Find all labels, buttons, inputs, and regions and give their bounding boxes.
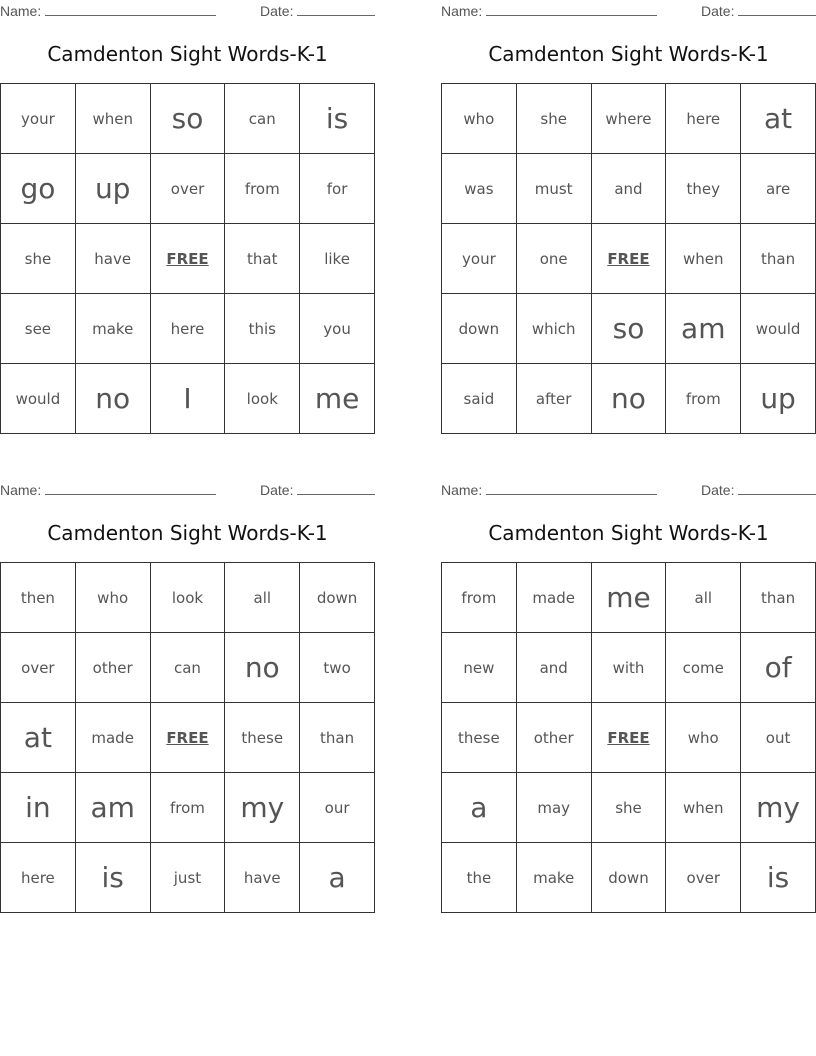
word-cell: up <box>741 364 816 434</box>
word-cell: up <box>75 154 150 224</box>
word-cell: look <box>150 563 225 633</box>
grid-row <box>1 703 375 773</box>
word-cell: may <box>516 773 591 843</box>
word-cell: look <box>225 364 300 434</box>
word-cell: here <box>666 84 741 154</box>
card-header <box>441 3 816 19</box>
word-cell: me <box>300 364 375 434</box>
name-line <box>45 5 216 16</box>
word-cell: go <box>1 154 76 224</box>
word-cell: a <box>442 773 517 843</box>
word-cell: make <box>516 843 591 913</box>
word-cell: who <box>75 563 150 633</box>
date-field: Date: <box>260 482 375 498</box>
grid-row <box>1 154 375 224</box>
grid-row <box>1 364 375 434</box>
word-cell: am <box>75 773 150 843</box>
word-cell: they <box>666 154 741 224</box>
word-cell: with <box>591 633 666 703</box>
word-cell: me <box>591 563 666 633</box>
date-line <box>297 484 375 495</box>
word-cell: come <box>666 633 741 703</box>
word-cell: can <box>225 84 300 154</box>
word-cell: my <box>225 773 300 843</box>
card-header <box>0 3 375 19</box>
grid-row <box>1 224 375 294</box>
word-cell: out <box>741 703 816 773</box>
word-cell: over <box>1 633 76 703</box>
word-cell: here <box>1 843 76 913</box>
word-cell: than <box>741 563 816 633</box>
name-field: Name: <box>441 482 657 498</box>
word-cell: she <box>591 773 666 843</box>
bingo-grid <box>441 562 816 913</box>
word-cell: here <box>150 294 225 364</box>
word-cell: than <box>741 224 816 294</box>
word-cell: down <box>442 294 517 364</box>
word-cell: who <box>666 703 741 773</box>
word-cell: of <box>741 633 816 703</box>
word-cell: have <box>75 224 150 294</box>
grid-row <box>442 364 816 434</box>
word-cell: would <box>741 294 816 364</box>
word-cell: these <box>225 703 300 773</box>
grid-row <box>442 84 816 154</box>
word-cell: a <box>300 843 375 913</box>
word-cell: and <box>591 154 666 224</box>
grid-row <box>1 294 375 364</box>
grid-row <box>1 84 375 154</box>
date-line <box>738 484 816 495</box>
bingo-card-4 <box>441 479 816 914</box>
word-cell: then <box>1 563 76 633</box>
word-cell: that <box>225 224 300 294</box>
word-cell: when <box>75 84 150 154</box>
word-cell: make <box>75 294 150 364</box>
name-line <box>486 484 657 495</box>
word-cell: so <box>591 294 666 364</box>
free-space: FREE <box>150 703 225 773</box>
card-header <box>0 482 375 498</box>
word-cell: is <box>741 843 816 913</box>
free-space: FREE <box>150 224 225 294</box>
date-field: Date: <box>701 3 816 19</box>
word-cell: for <box>300 154 375 224</box>
word-cell: would <box>1 364 76 434</box>
bingo-card-3 <box>0 479 375 914</box>
word-cell: in <box>1 773 76 843</box>
grid-row <box>442 294 816 364</box>
date-line <box>297 5 375 16</box>
free-space: FREE <box>591 703 666 773</box>
card-title: Camdenton Sight Words-K-1 <box>47 42 328 66</box>
word-cell: must <box>516 154 591 224</box>
grid-row <box>442 224 816 294</box>
word-cell: so <box>150 84 225 154</box>
word-cell: at <box>741 84 816 154</box>
word-cell: from <box>150 773 225 843</box>
grid-row <box>442 633 816 703</box>
date-field: Date: <box>260 3 375 19</box>
word-cell: this <box>225 294 300 364</box>
grid-row <box>442 773 816 843</box>
word-cell: where <box>591 84 666 154</box>
name-line <box>486 5 657 16</box>
word-cell: is <box>300 84 375 154</box>
card-title: Camdenton Sight Words-K-1 <box>488 42 769 66</box>
name-field: Name: <box>0 3 216 19</box>
word-cell: after <box>516 364 591 434</box>
word-cell: our <box>300 773 375 843</box>
word-cell: the <box>442 843 517 913</box>
word-cell: made <box>516 563 591 633</box>
word-cell: other <box>75 633 150 703</box>
name-field: Name: <box>441 3 657 19</box>
word-cell: than <box>300 703 375 773</box>
word-cell: over <box>666 843 741 913</box>
grid-row <box>1 843 375 913</box>
word-cell: one <box>516 224 591 294</box>
bingo-grid <box>0 562 375 913</box>
word-cell: and <box>516 633 591 703</box>
word-cell: no <box>75 364 150 434</box>
grid-row <box>1 633 375 703</box>
word-cell: which <box>516 294 591 364</box>
word-cell: just <box>150 843 225 913</box>
grid-row <box>442 703 816 773</box>
word-cell: she <box>1 224 76 294</box>
word-cell: you <box>300 294 375 364</box>
word-cell: can <box>150 633 225 703</box>
word-cell: was <box>442 154 517 224</box>
word-cell: at <box>1 703 76 773</box>
word-cell: is <box>75 843 150 913</box>
word-cell: no <box>225 633 300 703</box>
word-cell: who <box>442 84 517 154</box>
word-cell: two <box>300 633 375 703</box>
word-cell: from <box>442 563 517 633</box>
bingo-card-2 <box>441 0 816 435</box>
word-cell: from <box>225 154 300 224</box>
word-cell: all <box>666 563 741 633</box>
date-field: Date: <box>701 482 816 498</box>
word-cell: your <box>1 84 76 154</box>
word-cell: your <box>442 224 517 294</box>
word-cell: are <box>741 154 816 224</box>
bingo-grid <box>0 83 375 434</box>
word-cell: these <box>442 703 517 773</box>
word-cell: from <box>666 364 741 434</box>
word-cell: have <box>225 843 300 913</box>
grid-row <box>442 154 816 224</box>
word-cell: new <box>442 633 517 703</box>
card-header <box>441 482 816 498</box>
word-cell: when <box>666 224 741 294</box>
word-cell: down <box>300 563 375 633</box>
free-space: FREE <box>591 224 666 294</box>
word-cell: my <box>741 773 816 843</box>
word-cell: like <box>300 224 375 294</box>
grid-row <box>442 563 816 633</box>
grid-row <box>1 773 375 843</box>
name-field: Name: <box>0 482 216 498</box>
grid-row <box>442 843 816 913</box>
card-title: Camdenton Sight Words-K-1 <box>488 521 769 545</box>
word-cell: no <box>591 364 666 434</box>
name-line <box>45 484 216 495</box>
date-line <box>738 5 816 16</box>
word-cell: said <box>442 364 517 434</box>
word-cell: down <box>591 843 666 913</box>
bingo-card-1 <box>0 0 375 435</box>
word-cell: see <box>1 294 76 364</box>
word-cell: when <box>666 773 741 843</box>
word-cell: I <box>150 364 225 434</box>
word-cell: over <box>150 154 225 224</box>
card-title: Camdenton Sight Words-K-1 <box>47 521 328 545</box>
word-cell: am <box>666 294 741 364</box>
word-cell: all <box>225 563 300 633</box>
word-cell: other <box>516 703 591 773</box>
bingo-grid <box>441 83 816 434</box>
word-cell: made <box>75 703 150 773</box>
grid-row <box>1 563 375 633</box>
word-cell: she <box>516 84 591 154</box>
